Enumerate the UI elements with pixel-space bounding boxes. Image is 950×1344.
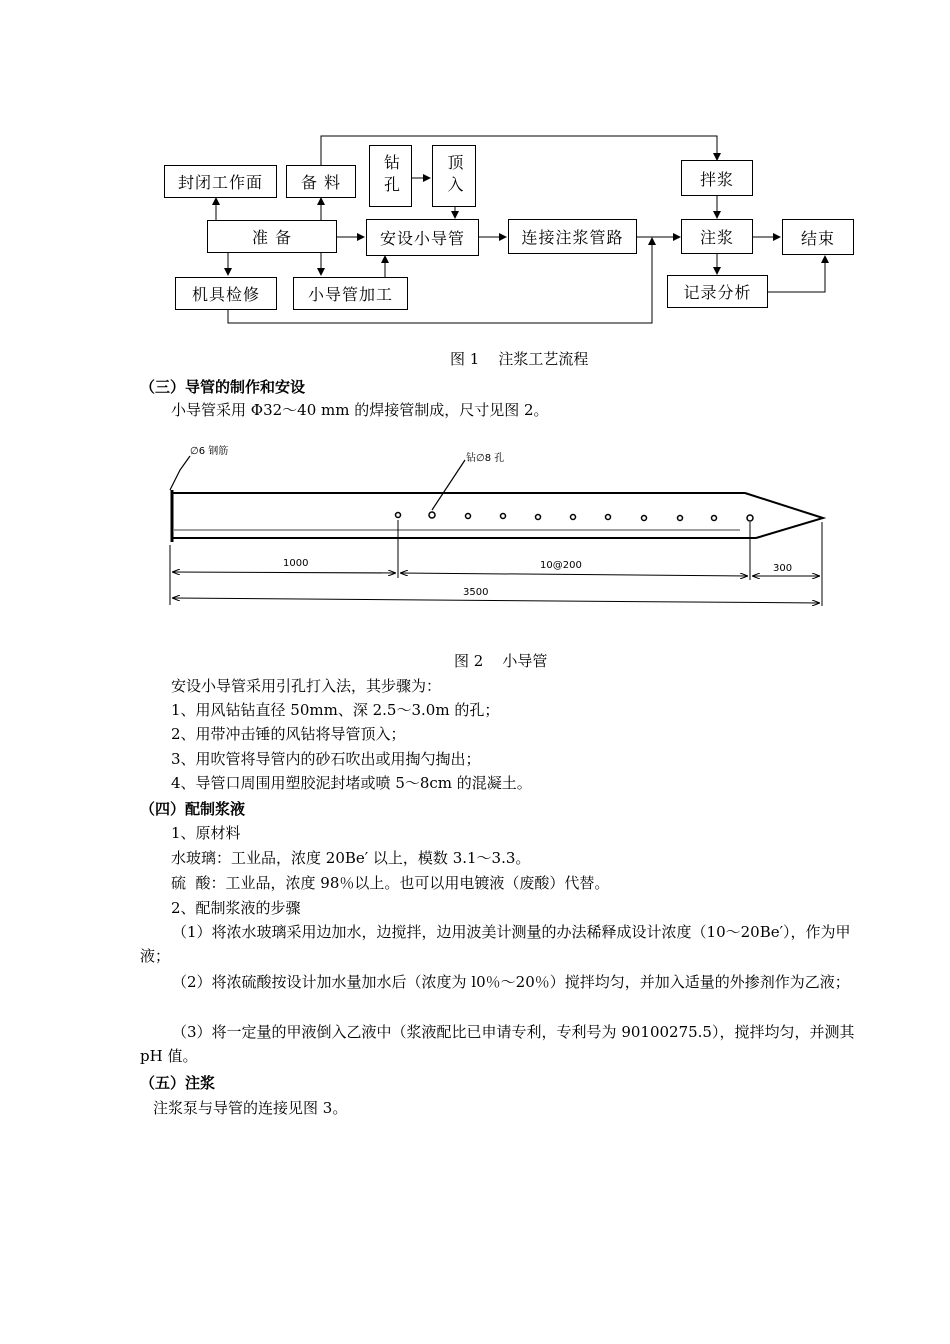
box-zhujiang: 注浆: [681, 219, 753, 254]
tube-tip: [745, 493, 823, 538]
box-lianjie-zhujiangguanlu: 连接注浆管路: [508, 219, 637, 254]
box-fengbi-gongzuomian: 封闭工作面: [164, 165, 277, 198]
box-dingru-text: 顶入: [445, 154, 464, 198]
box-jilu-fenxi: 记录分析: [667, 275, 768, 308]
prep-step-2: （2）将浓硫酸按设计加水量加水后（浓度为 l0％～20％）搅拌均匀，并加入适量的外掺剂作为乙液；: [172, 973, 850, 991]
dim-1000: 1000: [283, 558, 309, 569]
drill-hole: [429, 512, 435, 518]
box-anshe-xiaodaoguan: 安设小导管: [366, 219, 479, 256]
dim-300: 300: [773, 563, 793, 574]
step-1: 1、用风钻钻直径 50mm、深 2.5～3.0m 的孔；: [171, 701, 500, 719]
section4-heading: （四）配制浆液: [140, 800, 246, 818]
section3-heading: （三）导管的制作和安设: [140, 378, 306, 396]
box-banjiang: 拌浆: [681, 160, 753, 196]
section5-intro: 注浆泵与导管的连接见图 3。: [153, 1099, 348, 1117]
steps-intro: 安设小导管采用引孔打入法，其步骤为：: [171, 677, 442, 695]
prep-steps-title: 2、配制浆液的步骤: [171, 899, 301, 917]
tube-drawing: [0, 0, 950, 640]
drill-hole: [712, 516, 717, 521]
drill-hole: [642, 516, 647, 521]
material-water-glass: 水玻璃：工业品，浓度 20Be′ 以上，模数 3.1～3.3。: [171, 849, 531, 867]
box-xiaodaoguan-jiagong: 小导管加工: [293, 277, 408, 310]
drill-hole: [606, 515, 611, 520]
prep-step-1: （1）将浓水玻璃采用边加水，边搅拌，边用波美计测量的办法稀释成设计浓度（10～20Be′），作为甲液；: [140, 923, 851, 965]
drill-hole: [536, 515, 541, 520]
box-zhunbei: 准 备: [207, 220, 337, 253]
dim-10-at-200: 10@200: [540, 560, 582, 571]
figure1-caption: 图 1 注浆工艺流程: [450, 350, 589, 368]
box-jieshu: 结束: [782, 219, 854, 255]
dim-3500: 3500: [463, 587, 489, 598]
label-rebar: ∅6 钢筋: [190, 446, 229, 457]
drill-hole: [571, 515, 576, 520]
drill-hole: [396, 513, 401, 518]
prep-step-3: （3）将一定量的甲液倒入乙液中（浆液配比已申请专利，专利号为 90100275.5），搅拌均匀，并测其 pH 值。: [140, 1023, 855, 1065]
step-4: 4、导管口周围用塑胶泥封堵或喷 5～8cm 的混凝土。: [171, 774, 532, 792]
material-sulfuric-acid: 硫 酸：工业品，浓度 98％以上。也可以用电镀液（废酸）代替。: [171, 874, 610, 892]
drill-holes: [396, 512, 754, 521]
box-zuankong-text: 钻孔: [381, 154, 401, 198]
drill-hole: [466, 514, 471, 519]
raw-materials-title: 1、原材料: [171, 824, 241, 842]
figure2-caption: 图 2 小导管: [454, 652, 548, 670]
label-drill-hole: 钻∅8 孔: [466, 453, 505, 464]
section3-intro: 小导管采用 Φ32～40 mm 的焊接管制成，尺寸见图 2。: [171, 401, 549, 419]
step-3: 3、用吹管将导管内的砂石吹出或用掏勺掏出；: [171, 750, 481, 768]
section5-heading: （五）注浆: [140, 1074, 216, 1092]
step-2: 2、用带冲击锤的风钻将导管顶入；: [171, 725, 406, 743]
box-beiliao: 备 料: [286, 165, 356, 198]
box-jiju-jianxiu: 机具检修: [175, 277, 277, 310]
drill-hole: [501, 514, 506, 519]
drill-hole: [747, 515, 753, 521]
drill-hole: [678, 516, 683, 521]
